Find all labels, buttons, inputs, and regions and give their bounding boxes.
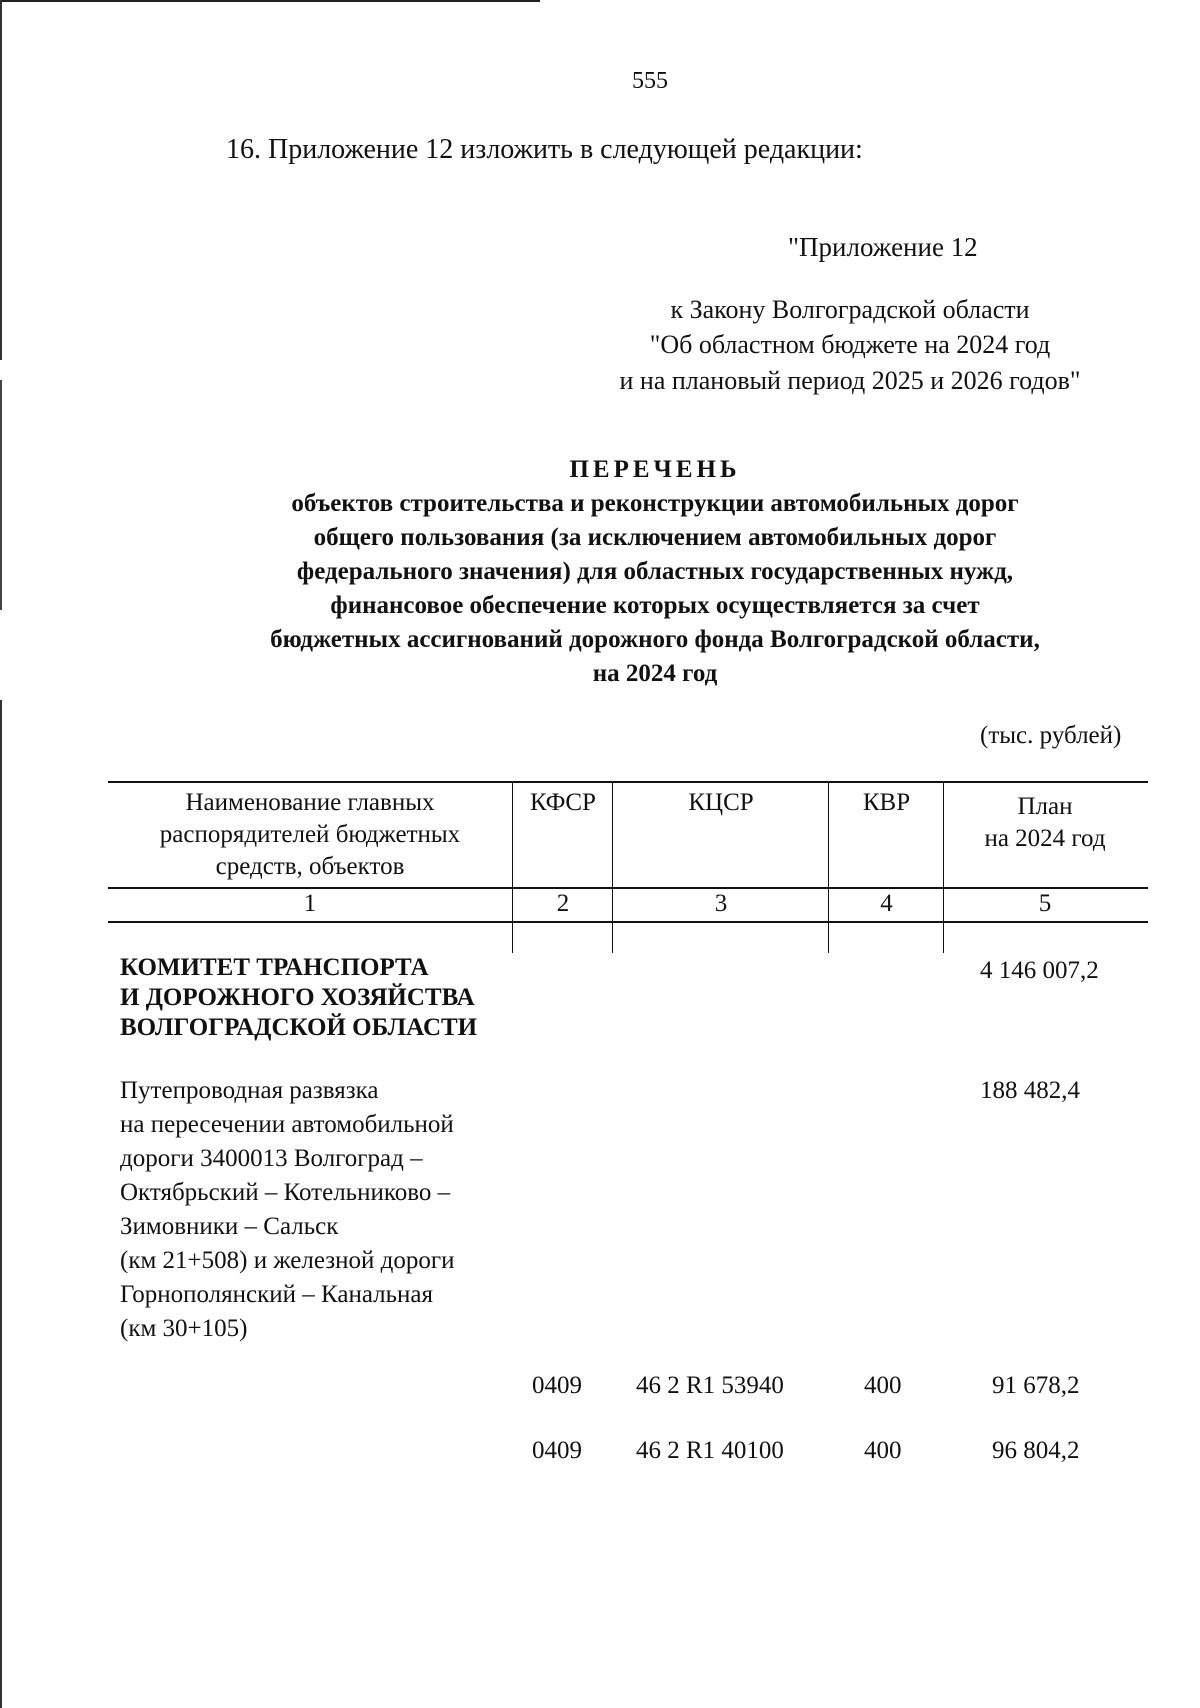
header-plan-line: на 2024 год (984, 825, 1106, 852)
column-divider (612, 781, 613, 953)
committee-name-line: И ДОРОЖНОГО ХОЗЯЙСТВА (120, 984, 475, 1011)
document-title: ПЕРЕЧЕНЬ (569, 456, 741, 483)
column-number: 3 (714, 890, 728, 917)
document-subtitle-line: федерального значения) для областных государственных нужд, (296, 558, 1014, 585)
column-divider (828, 781, 829, 953)
object-name-line: (км 30+105) (120, 1315, 248, 1342)
column-divider (512, 781, 513, 953)
kfsr-value: 0409 (532, 1372, 582, 1399)
object-plan-value: 188 482,4 (980, 1077, 1080, 1104)
scan-edge-left (0, 700, 2, 1708)
column-divider (943, 781, 944, 953)
column-number: 5 (1038, 890, 1052, 917)
instruction-text: 16. Приложение 12 изложить в следующей редакции: (226, 134, 863, 165)
column-number: 2 (556, 890, 570, 917)
appendix-law-line: и на плановый период 2025 и 2026 годов" (619, 366, 1081, 395)
units-label: (тыс. рублей) (980, 722, 1122, 749)
kcsr-value: 46 2 R1 53940 (636, 1372, 784, 1399)
appendix-law-line: "Об областном бюджете на 2024 год (649, 330, 1051, 359)
object-name-line: Октябрьский – Котельниково – (120, 1179, 451, 1206)
document-subtitle-line: общего пользования (за исключением автомобильных дорог (313, 524, 997, 551)
committee-name-line: КОМИТЕТ ТРАНСПОРТА (120, 954, 429, 981)
document-subtitle-line: на 2024 год (592, 660, 718, 687)
scan-edge-top (0, 0, 540, 2)
appendix-title: "Приложение 12 (788, 232, 978, 262)
committee-name-line: ВОЛГОГРАДСКОЙ ОБЛАСТИ (120, 1014, 478, 1041)
header-name-line: распорядителей бюджетных (159, 821, 461, 848)
committee-plan-value: 4 146 007,2 (980, 957, 1099, 984)
appendix-law-line: к Закону Волгоградской области (670, 295, 1030, 324)
plan-value: 96 804,2 (992, 1437, 1080, 1464)
object-name-line: Горнополянский – Канальная (120, 1281, 434, 1308)
document-subtitle-line: бюджетных ассигнований дорожного фонда Волгоградской области, (270, 626, 1040, 653)
column-number: 1 (303, 890, 317, 917)
table-number-row-border (108, 921, 1148, 923)
kvr-value: 400 (864, 1437, 902, 1464)
kcsr-value: 46 2 R1 40100 (636, 1437, 784, 1464)
header-kcsr: КЦСР (688, 789, 754, 816)
object-name-line: Путепроводная развязка (120, 1077, 379, 1104)
header-plan-line: План (1017, 793, 1073, 820)
object-name-line: дороги 3400013 Волгоград – (120, 1145, 423, 1172)
header-kfsr: КФСР (530, 789, 596, 816)
kvr-value: 400 (864, 1372, 902, 1399)
header-kvr: КВР (862, 789, 911, 816)
document-subtitle-line: объектов строительства и реконструкции автомобильных дорог (291, 490, 1019, 517)
object-name-line: на пересечении автомобильной (120, 1111, 454, 1138)
header-name-line: Наименование главных (185, 789, 435, 816)
object-name-line: (км 21+508) и железной дороги (120, 1247, 455, 1274)
kfsr-value: 0409 (532, 1437, 582, 1464)
plan-value: 91 678,2 (992, 1372, 1080, 1399)
scan-edge-left (0, 0, 2, 360)
column-number: 4 (880, 890, 893, 917)
page-number: 555 (632, 68, 668, 94)
table-top-border (108, 781, 1148, 783)
object-name-line: Зимовники – Сальск (120, 1213, 339, 1240)
document-subtitle-line: финансовое обеспечение которых осуществляется за счет (330, 592, 980, 619)
scan-edge-left (0, 380, 2, 610)
header-name-line: средств, объектов (215, 853, 405, 880)
